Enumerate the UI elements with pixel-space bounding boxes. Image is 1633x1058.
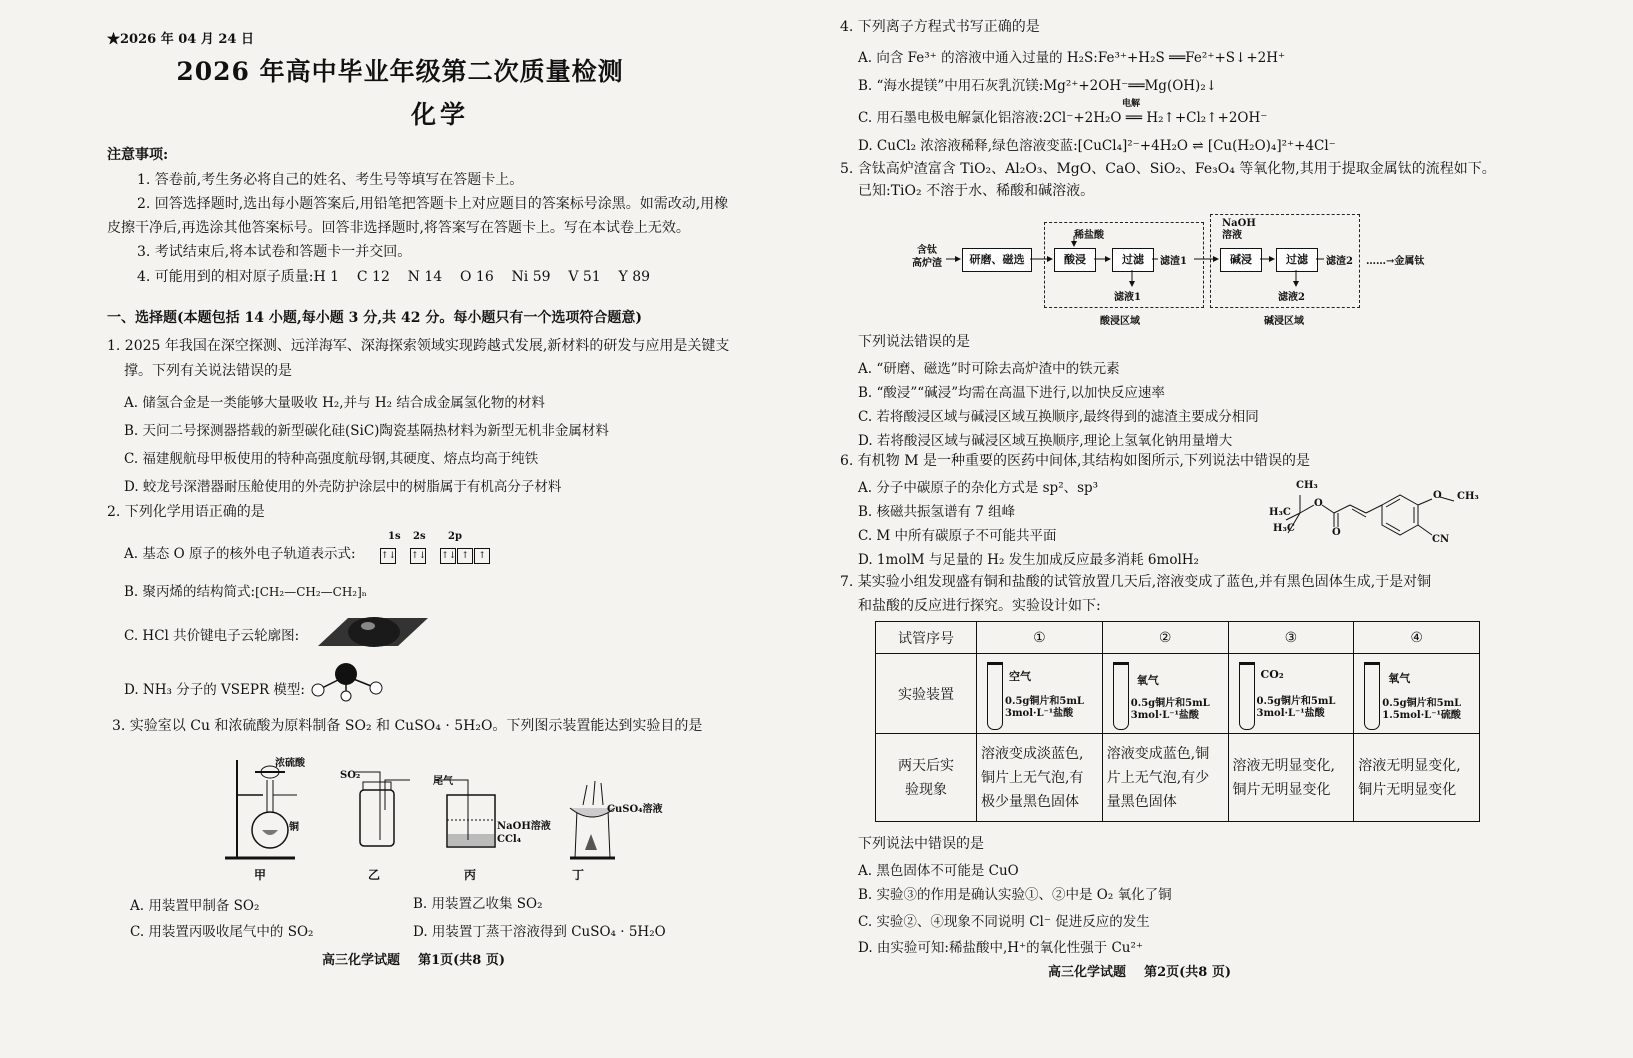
page-2	[830, 0, 1633, 1058]
q5-option-d[interactable]: D. 若将酸浸区域与碱浸区域互换顺序,理论上氢氧化钠用量增大	[858, 433, 1233, 449]
q1-option-b[interactable]: B. 天问二号探测器搭载的新型碳化硅(SiC)陶瓷基隔热材料为新型无机非金属材料	[124, 423, 609, 439]
flow-filter-2: 过滤	[1276, 248, 1318, 272]
page-1-footer: 高三化学试题 第1页(共8 页)	[322, 953, 506, 968]
flow-residue-1: 滤渣1	[1160, 256, 1187, 267]
orbital-box-2p-1: ↑↓	[440, 548, 456, 564]
q7-stem-cont: 和盐酸的反应进行探究。实验设计如下:	[858, 598, 1101, 614]
flow-grind: 研磨、磁选	[962, 248, 1032, 272]
tube-3-apparatus	[1228, 654, 1354, 734]
q5-option-a[interactable]: A. “研磨、磁选”时可除去高炉渣中的铁元素	[858, 361, 1120, 377]
label-naoh-solution: NaOH溶液	[497, 821, 551, 832]
tube-2-glass	[1113, 662, 1129, 730]
q5-sub-stem: 下列说法错误的是	[858, 334, 970, 350]
tube-4-gas: 氧气	[1388, 671, 1411, 685]
tube-1-result: 溶液变成淡蓝色, 铜片上无气泡,有 极少量黑色固体	[977, 734, 1103, 822]
orbital-box-2p-3: ↑	[474, 548, 490, 564]
label-ccl4: CCl₄	[497, 834, 522, 845]
q2-option-a[interactable]: A. 基态 O 原子的核外电子轨道表示式:	[124, 546, 356, 562]
flow-hcl: 稀盐酸	[1074, 230, 1104, 241]
flow-end: ……→金属钛	[1366, 256, 1425, 267]
tube-3-glass	[1239, 662, 1255, 730]
struct-o-carbonyl: O	[1332, 527, 1341, 538]
q4-option-c[interactable]: C. 用石墨电极电解氯化铝溶液:2Cl⁻+2H₂O ══ H₂↑+Cl₂↑+2OH⁻	[858, 110, 1268, 126]
flow-naoh: NaOH 溶液	[1222, 218, 1256, 241]
q4-option-d[interactable]: D. CuCl₂ 浓溶液稀释,绿色溶液变蓝:[CuCl₄]²⁻+4H₂O ⇌ [Cu(H₂O)₄]²⁺+4Cl⁻	[858, 138, 1336, 154]
tube-1-apparatus	[977, 654, 1103, 734]
notice-item-2: 2. 回答选择题时,选出每小题答案后,用铅笔把答题卡上对应题目的答案标号涂黑。如需改动,用橡	[137, 196, 729, 212]
q7-stem: 7. 某实验小组发现盛有铜和盐酸的试管放置几天后,溶液变成了蓝色,并有黑色固体生成,于是对铜	[840, 574, 1432, 590]
acid-zone-label: 酸浸区域	[1100, 316, 1140, 327]
tube-4-glass	[1364, 662, 1380, 730]
q7-option-b[interactable]: B. 实验③的作用是确认实验①、②中是 O₂ 氧化了铜	[858, 887, 1172, 903]
q2-option-c[interactable]: C. HCl 共价键电子云轮廓图:	[124, 628, 300, 644]
q2-option-b[interactable]	[124, 580, 367, 600]
flow-start: 含钛 高炉渣	[912, 245, 942, 269]
orbital-label-2s: 2s	[413, 531, 426, 542]
orbital-box-1s: ↑↓	[380, 548, 396, 564]
notice-item-4: 4. 可能用到的相对原子质量:H 1 C 12 N 14 O 16 Ni 59 V 51 Y 89	[137, 269, 651, 285]
label-tail-gas: 尾气	[433, 776, 453, 787]
nh3-vsepr-image	[310, 662, 386, 700]
q3-option-b[interactable]: B. 用装置乙收集 SO₂	[413, 896, 543, 912]
struct-ch3-right: CH₃	[1457, 491, 1479, 502]
q6-option-c[interactable]: C. M 中所有碳原子不可能共平面	[858, 528, 1057, 544]
notice-item-1: 1. 答卷前,考生务必将自己的姓名、考生号等填写在答题卡上。	[137, 172, 524, 188]
struct-h3c-2: H₃C	[1273, 523, 1295, 534]
q4-option-a[interactable]: A. 向含 Fe³⁺ 的溶液中通入过量的 H₂S:Fe³⁺+H₂S ══Fe²⁺+S↓+2H⁺	[858, 50, 1286, 66]
tube-4-apparatus	[1354, 654, 1480, 734]
label-cuso4-solution: CuSO₄溶液	[607, 804, 663, 815]
apparatus-label-b: 乙	[368, 868, 381, 882]
flow-filter-1: 过滤	[1112, 248, 1154, 272]
flow-chart	[842, 218, 1502, 334]
q5-option-c[interactable]: C. 若将酸浸区域与碱浸区域互换顺序,最终得到的滤渣主要成分相同	[858, 409, 1259, 425]
q7-option-c[interactable]: C. 实验②、④现象不同说明 Cl⁻ 促进反应的发生	[858, 914, 1150, 930]
page-2-footer: 高三化学试题 第2页(共8 页)	[1048, 965, 1232, 980]
q3-option-a[interactable]: A. 用装置甲制备 SO₂	[130, 898, 260, 914]
q2-option-d[interactable]: D. NH₃ 分子的 VSEPR 模型:	[124, 682, 305, 698]
flow-arrows	[842, 222, 1442, 312]
table-tube-3: ③	[1228, 622, 1354, 654]
exam-date: ★2026 年 04 月 24 日	[107, 32, 254, 47]
q3-option-c[interactable]: C. 用装置丙吸收尾气中的 SO₂	[130, 924, 314, 940]
q1-option-c[interactable]: C. 福建舰航母甲板使用的特种高强度航母钢,其硬度、熔点均高于纯铁	[124, 451, 539, 467]
flow-filtrate-1: 滤液1	[1114, 292, 1141, 303]
tube-2-result: 溶液变成蓝色,铜 片上无气泡,有少 量黑色固体	[1102, 734, 1228, 822]
flow-acid-leach: 酸浸	[1054, 248, 1096, 272]
q7-option-d[interactable]: D. 由实验可知:稀盐酸中,H⁺的氧化性强于 Cu²⁺	[858, 940, 1144, 956]
label-so2: SO₂	[340, 770, 361, 781]
q1-option-d[interactable]: D. 蛟龙号深潜器耐压舱使用的外壳防护涂层中的树脂属于有机高分子材料	[124, 479, 562, 495]
orbital-box-2s: ↑↓	[410, 548, 426, 564]
q5-option-b[interactable]: B. “酸浸”“碱浸”均需在高温下进行,以加快反应速率	[858, 385, 1165, 401]
q1-stem: 1. 2025 年我国在深空探测、远洋海军、深海探索领域实现跨越式发展,新材料的研发与应用是关键支	[107, 338, 730, 354]
apparatus-label-a: 甲	[254, 868, 267, 882]
q3-option-d[interactable]: D. 用装置丁蒸干溶液得到 CuSO₄ · 5H₂O	[413, 924, 666, 940]
table-tube-2: ②	[1102, 622, 1228, 654]
q6-stem: 6. 有机物 M 是一种重要的医药中间体,其结构如图所示,下列说法中错误的是	[840, 453, 1310, 469]
flow-filtrate-2: 滤液2	[1278, 292, 1305, 303]
q6-option-d[interactable]: D. 1molM 与足量的 H₂ 发生加成反应最多消耗 6molH₂	[858, 552, 1199, 568]
q1-option-a[interactable]: A. 储氢合金是一类能够大量吸收 H₂,并与 H₂ 结合成金属氢化物的材料	[124, 395, 545, 411]
table-row-apparatus: 实验装置	[876, 654, 977, 734]
tube-3-contents: 0.5g铜片和5mL 3mol·L⁻¹盐酸	[1256, 695, 1336, 719]
section-1-heading: 一、选择题(本题包括 14 小题,每小题 3 分,共 42 分。每小题只有一个选项符合题意)	[107, 310, 642, 326]
tube-1-contents: 0.5g铜片和5mL 3mol·L⁻¹盐酸	[1005, 695, 1084, 719]
q7-option-a[interactable]: A. 黑色固体不可能是 CuO	[858, 863, 1019, 879]
tube-4-result: 溶液无明显变化, 铜片无明显变化	[1354, 734, 1480, 822]
q6-option-b[interactable]: B. 核磁共振氢谱有 7 组峰	[858, 504, 1016, 520]
q1-stem-cont: 撑。下列有关说法错误的是	[124, 363, 292, 379]
page-1	[0, 0, 800, 1058]
experiment-table	[875, 621, 1480, 822]
struct-h3c-1: H₃C	[1269, 507, 1291, 518]
tube-1-gas: 空气	[1009, 669, 1031, 683]
orbital-label-2p: 2p	[448, 531, 462, 542]
tube-4-contents: 0.5g铜片和5mL 1.5mol·L⁻¹硫酸	[1382, 697, 1462, 721]
table-tube-1: ①	[977, 622, 1103, 654]
orbital-box-2p-2: ↑	[457, 548, 473, 564]
tube-3-gas: CO₂	[1260, 667, 1284, 681]
table-tube-4: ④	[1354, 622, 1480, 654]
exam-subject: 化学	[410, 100, 469, 129]
notice-item-2-cont: 皮擦干净后,再选涂其他答案标号。回答非选择题时,将答案写在答题卡上。写在本试卷上无效。	[107, 220, 690, 236]
table-header-label: 试管序号	[876, 622, 977, 654]
notice-heading: 注意事项:	[107, 147, 169, 163]
struct-o-ester: O	[1314, 498, 1323, 509]
notice-item-3: 3. 考试结束后,将本试卷和答题卡一并交回。	[137, 244, 412, 260]
q4-stem: 4. 下列离子方程式书写正确的是	[840, 19, 1040, 35]
q5-stem: 5. 含钛高炉渣富含 TiO₂、Al₂O₃、MgO、CaO、SiO₂、Fe₃O₄ 等氧化物,其用于提取金属钛的流程如下。	[840, 161, 1496, 177]
flow-residue-2: 滤渣2	[1326, 256, 1353, 267]
apparatus-label-c: 丙	[464, 868, 477, 882]
base-zone-label: 碱浸区域	[1264, 316, 1304, 327]
q2-option-b-text: B. 聚丙烯的结构简式:	[124, 584, 256, 600]
q6-option-a[interactable]: A. 分子中碳原子的杂化方式是 sp²、sp³	[858, 480, 1099, 496]
flow-base-leach: 碱浸	[1220, 248, 1262, 272]
tube-2-contents: 0.5g铜片和5mL 3mol·L⁻¹盐酸	[1130, 697, 1210, 721]
q4-option-b[interactable]: B. “海水提镁”中用石灰乳沉镁:Mg²⁺+2OH⁻══Mg(OH)₂↓	[858, 78, 1218, 94]
tube-1-glass	[987, 662, 1003, 730]
label-copper: 铜	[289, 822, 299, 833]
struct-o-ether: O	[1433, 490, 1442, 501]
q5-stem-cont: 已知:TiO₂ 不溶于水、稀酸和碱溶液。	[858, 183, 1095, 199]
tube-3-result: 溶液无明显变化, 铜片无明显变化	[1228, 734, 1354, 822]
apparatus-label-d: 丁	[572, 868, 585, 882]
q3-stem: 3. 实验室以 Cu 和浓硫酸为原料制备 SO₂ 和 CuSO₄ · 5H₂O。下列图示装置能达到实验目的是	[112, 718, 703, 734]
q7-sub-stem: 下列说法中错误的是	[858, 836, 984, 852]
hcl-orbital-image	[318, 612, 430, 650]
table-row-results: 两天后实 验现象	[876, 734, 977, 822]
orbital-label-1s: 1s	[388, 531, 401, 542]
tube-2-gas: 氧气	[1136, 673, 1159, 687]
q4-electrolysis-condition: 电解	[1122, 99, 1141, 109]
exam-title: 2026 年高中毕业年级第二次质量检测	[176, 57, 624, 86]
tube-2-apparatus	[1102, 654, 1228, 734]
polypropylene-formula: [CH₂—CH₂—CH₂]ₙ	[255, 585, 367, 599]
struct-cn: CN	[1432, 534, 1450, 545]
label-conc-sulfuric-acid: 浓硫酸	[275, 758, 305, 769]
q2-stem: 2. 下列化学用语正确的是	[107, 504, 265, 520]
struct-ch3-top: CH₃	[1296, 480, 1318, 491]
